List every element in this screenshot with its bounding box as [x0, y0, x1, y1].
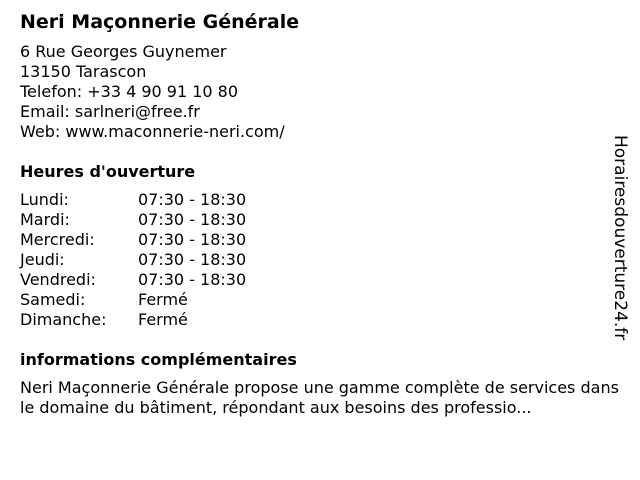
postal-city: 13150 Tarascon [20, 62, 147, 81]
info-heading: informations complémentaires [20, 350, 297, 369]
time-value: 07:30 - 18:30 [138, 250, 247, 269]
time-value: 07:30 - 18:30 [138, 230, 247, 249]
hours-row-saturday [20, 290, 610, 310]
hours-heading: Heures d'ouverture [20, 162, 196, 181]
hours-row-sunday [20, 310, 610, 330]
hours-row-friday [20, 270, 610, 290]
info-description: Neri Maçonnerie Générale propose une gamme complète de services dans le domaine du bâtiment, répondant aux besoins des professio... [20, 378, 619, 417]
time-value: Fermé [138, 310, 188, 329]
day-label: Dimanche: [20, 310, 107, 329]
day-label: Samedi: [20, 290, 86, 309]
day-label: Jeudi: [20, 250, 65, 269]
time-value: 07:30 - 18:30 [138, 270, 247, 289]
day-label: Lundi: [20, 190, 69, 209]
time-value: 07:30 - 18:30 [138, 190, 247, 209]
day-label: Vendredi: [20, 270, 96, 289]
time-value: 07:30 - 18:30 [138, 210, 247, 229]
day-label: Mardi: [20, 210, 70, 229]
hours-table [20, 190, 610, 330]
hours-row-tuesday [20, 210, 610, 230]
hours-row-wednesday [20, 230, 610, 250]
time-value: Fermé [138, 290, 188, 309]
web-line: Web: www.maconnerie-neri.com/ [20, 122, 285, 141]
street-address: 6 Rue Georges Guynemer [20, 42, 227, 61]
day-label: Mercredi: [20, 230, 95, 249]
address-block [20, 42, 610, 142]
business-card [20, 10, 619, 418]
hours-row-monday [20, 190, 610, 210]
email-line: Email: sarlneri@free.fr [20, 102, 200, 121]
watermark-label: Horairesdouverture24.fr [610, 135, 630, 341]
business-name: Neri Maçonnerie Générale [20, 11, 300, 33]
hours-row-thursday [20, 250, 610, 270]
phone-line: Telefon: +33 4 90 91 10 80 [20, 82, 239, 101]
